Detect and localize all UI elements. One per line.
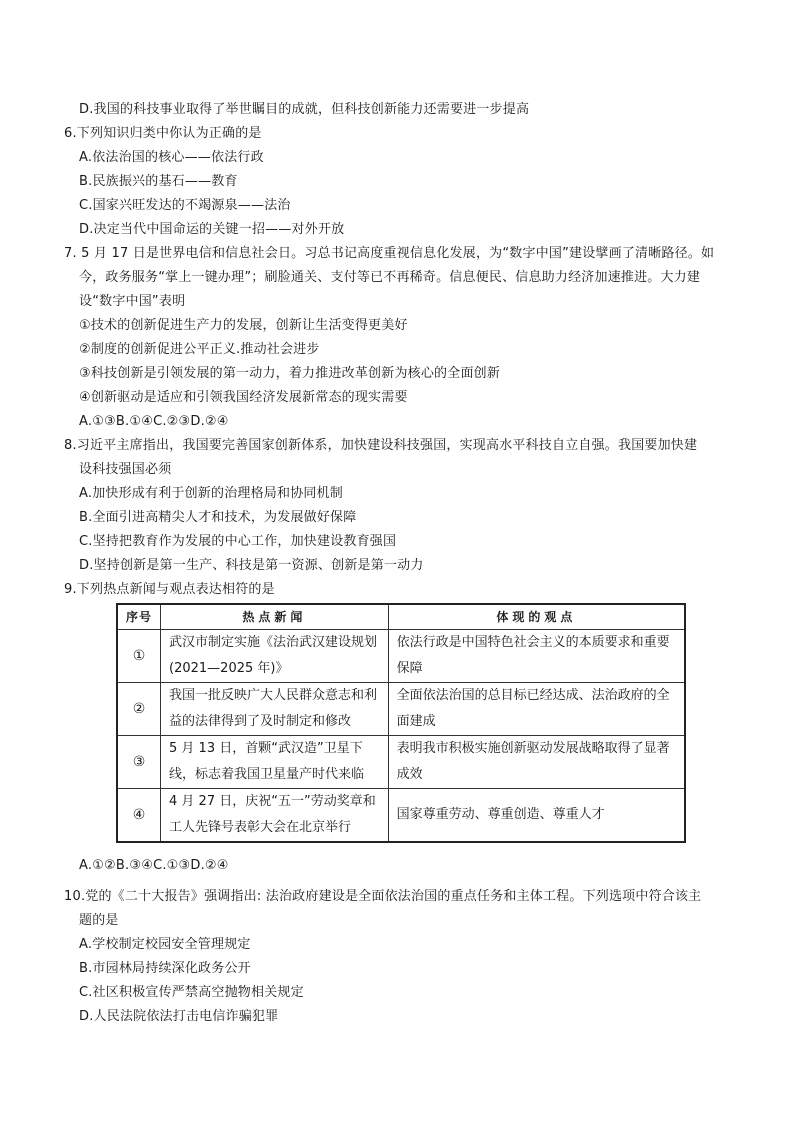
- q6-option-c: C.国家兴旺发达的不竭源泉——法治: [79, 198, 291, 213]
- q8-stem-line-1: 8.习近平主席指出，我国要完善国家创新体系，加快建设科技强国，实现高水平科技自立自强。我国要加快建: [64, 438, 698, 453]
- row-news: [161, 789, 389, 843]
- hot-news-table: [116, 603, 686, 843]
- q8-option-d: D.坚持创新是第一生产、科技是第一资源、创新是第一动力: [79, 558, 424, 573]
- q7-statement-2: ②制度的创新促进公平正义.推动社会进步: [79, 342, 320, 357]
- q7-choices: A.①③B.①④C.②③D.②④: [79, 414, 229, 429]
- q6-stem: 6.下列知识归类中你认为正确的是: [64, 126, 262, 141]
- q6-option-b: B.民族振兴的基石——教育: [79, 174, 238, 189]
- row-news: [161, 736, 389, 789]
- q6-option-d: D.决定当代中国命运的关键一招——对外开放: [79, 222, 345, 237]
- table-row: [117, 630, 685, 683]
- q7-stem-line-2: 今，政务服务“掌上一键办理”；刷脸通关、支付等已不再稀奇。信息便民、信息助力经济加速推进。大力建: [79, 270, 701, 285]
- row-view-text: 国家尊重劳动、尊重创造、尊重人才: [396, 807, 605, 822]
- q7-stem-line-3: 设“数字中国”表明: [79, 294, 186, 309]
- q8-option-c: C.坚持把教育作为发展的中心工作，加快建设教育强国: [79, 534, 397, 549]
- row-view-text: 依法行政是中国特色社会主义的本质要求和重要保障: [396, 635, 670, 676]
- q7-statement-1: ①技术的创新促进生产力的发展，创新让生活变得更美好: [79, 318, 408, 333]
- q9-choices: A.①②B.③④C.①③D.②④: [79, 858, 229, 873]
- table-row: [117, 736, 685, 789]
- header-seq: 序号: [117, 604, 161, 630]
- row-seq: ①: [117, 630, 161, 683]
- row-news-text: 武汉市制定实施《法治武汉建设规划(2021—2025 年)》: [169, 635, 378, 676]
- row-view: [388, 736, 685, 789]
- table-row: [117, 789, 685, 843]
- table-header-row: [117, 604, 685, 630]
- q10-option-c: C.社区积极宣传严禁高空抛物相关规定: [79, 985, 304, 1000]
- q7-statement-4: ④创新驱动是适应和引领我国经济发展新常态的现实需要: [79, 390, 408, 405]
- q10-option-d: D.人民法院依法打击电信诈骗犯罪: [79, 1009, 279, 1024]
- table-row: [117, 683, 685, 736]
- q10-option-a: A.学校制定校园安全管理规定: [79, 937, 251, 952]
- row-view-text: 全面依法治国的总目标已经达成、法治政府的全面建成: [396, 688, 670, 729]
- row-seq: ④: [117, 789, 161, 843]
- q7-statement-3: ③科技创新是引领发展的第一动力，着力推进改革创新为核心的全面创新: [79, 366, 501, 381]
- row-news: [161, 630, 389, 683]
- row-seq: ③: [117, 736, 161, 789]
- row-news-text: 4 月 27 日，庆祝“五一”劳动奖章和工人先锋号表彰大会在北京举行: [169, 794, 376, 835]
- q8-option-a: A.加快形成有利于创新的治理格局和协同机制: [79, 486, 343, 501]
- q8-stem-line-2: 设科技强国必须: [79, 462, 172, 477]
- q10-stem-line-2: 题的是: [79, 913, 119, 928]
- q9-stem: 9.下列热点新闻与观点表达相符的是: [64, 582, 275, 597]
- q8-option-b: B.全面引进高精尖人才和技术，为发展做好保障: [79, 510, 357, 525]
- row-view: [388, 789, 685, 843]
- row-view: [388, 630, 685, 683]
- q10-option-b: B.市园林局持续深化政务公开: [79, 961, 251, 976]
- q5-option-d: D.我国的科技事业取得了举世瞩目的成就，但科技创新能力还需要进一步提高: [79, 102, 530, 117]
- row-news-text: 我国一批反映广大人民群众意志和利益的法律得到了及时制定和修改: [169, 688, 378, 729]
- header-news: 热点新闻: [161, 604, 389, 630]
- row-news-text: 5 月 13 日，首颗“武汉造”卫星下线，标志着我国卫星量产时代来临: [169, 741, 365, 782]
- row-view-text: 表明我市积极实施创新驱动发展战略取得了显著成效: [396, 741, 670, 782]
- q7-stem-line-1: 7. 5 月 17 日是世界电信和信息社会日。习总书记高度重视信息化发展，为“数字中国”建设擘画了清晰路径。如: [64, 246, 715, 261]
- q10-stem-line-1: 10.党的《二十大报告》强调指出: 法治政府建设是全面依法治国的重点任务和主体工程。下列选项中符合该主: [64, 889, 702, 904]
- header-view: 体现的观点: [388, 604, 685, 630]
- row-news: [161, 683, 389, 736]
- q6-option-a: A.依法治国的核心——依法行政: [79, 150, 264, 165]
- row-view: [388, 683, 685, 736]
- row-seq: ②: [117, 683, 161, 736]
